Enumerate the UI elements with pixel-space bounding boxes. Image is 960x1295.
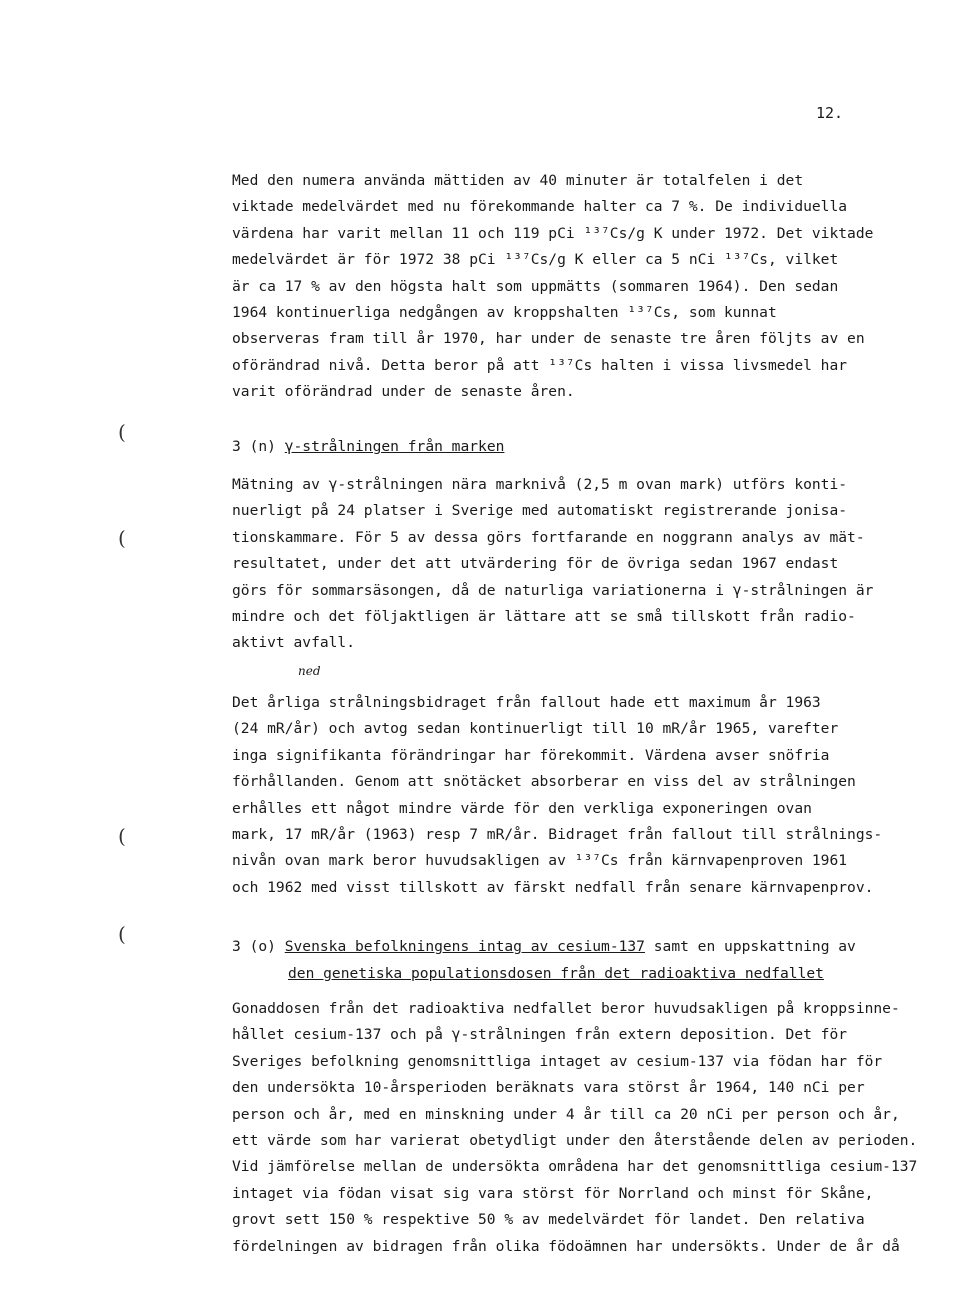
text-line: nuerligt på 24 platser i Sverige med automatiskt registrerande jonisa- xyxy=(232,502,848,520)
text-line: (24 mR/år) och avtog sedan kontinuerligt till 10 mR/år 1965, varefter xyxy=(232,720,839,738)
section-heading-o xyxy=(232,938,856,955)
text-line: intaget via födan visat sig vara störst för Norrland och minst för Skåne, xyxy=(232,1184,874,1202)
text-line: Vid jämförelse mellan de undersökta områdena har det genomsnittliga cesium-137 xyxy=(232,1158,918,1176)
text-line: medelvärdet är för 1972 38 pCi ¹³⁷Cs/g K eller ca 5 nCi ¹³⁷Cs, vilket xyxy=(232,251,839,269)
text-line: hållet cesium-137 och på γ-strålningen från extern deposition. Det för xyxy=(232,1026,848,1044)
section-heading-n xyxy=(232,438,504,455)
text-line: viktade medelvärdet med nu förekommande halter ca 7 %. De individuella xyxy=(232,198,848,216)
text-line: förhållanden. Genom att snötäcket absorberar en viss del av strålningen xyxy=(232,773,856,791)
text-line: 1964 kontinuerliga nedgången av kroppshalten ¹³⁷Cs, som kunnat xyxy=(232,304,777,322)
text-line: inga signifikanta förändringar har förekommit. Värdena avser snöfria xyxy=(232,746,830,764)
text-line: aktivt avfall. xyxy=(232,634,356,652)
paragraph-cesium-intake xyxy=(232,996,918,1260)
text-line: fördelningen av bidragen från olika födoämnen har undersökts. Under de år då xyxy=(232,1237,900,1255)
margin-mark: ( xyxy=(118,420,126,444)
text-line: mindre och det följaktligen är lättare att se små tillskott från radio- xyxy=(232,608,856,626)
text-line: erhålles ett något mindre värde för den verkliga exponeringen ovan xyxy=(232,799,812,817)
paragraph-fallout-radiation xyxy=(232,690,882,901)
text-line: ett värde som har varierat obetydligt under den återstående delen av perioden. xyxy=(232,1132,918,1150)
text-line: grovt sett 150 % respektive 50 % av medelvärdet för landet. Den relativa xyxy=(232,1211,865,1229)
section-title-continuation: samt en uppskattning av xyxy=(644,938,856,955)
text-line: värdena har varit mellan 11 och 119 pCi ¹³⁷Cs/g K under 1972. Det viktade xyxy=(232,224,874,242)
text-line: nivån ovan mark beror huvudsakligen av ¹³⁷Cs från kärnvapenproven 1961 xyxy=(232,852,848,870)
text-line: mark, 17 mR/år (1963) resp 7 mR/år. Bidraget från fallout till strålnings- xyxy=(232,826,883,844)
margin-mark: ( xyxy=(118,526,126,550)
paragraph-gamma-measurement xyxy=(232,472,882,657)
text-line: resultatet, under det att utvärdering för de övriga sedan 1967 endast xyxy=(232,555,839,573)
text-line: Det årliga strålningsbidraget från fallout hade ett maximum år 1963 xyxy=(232,694,821,711)
text-line: oförändrad nivå. Detta beror på att ¹³⁷Cs halten i vissa livsmedel har xyxy=(232,356,848,374)
text-line: Gonaddosen från det radioaktiva nedfallet beror huvudsakligen på kroppsinne- xyxy=(232,1000,900,1017)
text-line: Mätning av γ-strålningen nära marknivå (2,5 m ovan mark) utförs konti- xyxy=(232,476,848,493)
handwritten-note: ned xyxy=(298,664,321,678)
section-number: 3 (n) xyxy=(232,438,276,455)
text-line: görs för sommarsäsongen, då de naturliga variationerna i γ-strålningen är xyxy=(232,581,874,599)
margin-mark: ( xyxy=(118,922,126,946)
page-number: 12. xyxy=(816,104,844,122)
text-line: tionskammare. För 5 av dessa görs fortfarande en noggrann analys av mät- xyxy=(232,528,865,546)
text-line: Med den numera använda mättiden av 40 minuter är totalfelen i det xyxy=(232,172,804,189)
text-line: är ca 17 % av den högsta halt som uppmätts (sommaren 1964). Den sedan xyxy=(232,277,839,295)
section-title-line2: den genetiska populationsdosen från det radioaktiva nedfallet xyxy=(288,965,824,982)
text-line: Sveriges befolkning genomsnittliga intaget av cesium-137 via födan har för xyxy=(232,1052,883,1070)
text-line: observeras fram till år 1970, har under de senaste tre åren följts av en xyxy=(232,330,865,348)
section-number: 3 (o) xyxy=(232,938,276,955)
text-line: och 1962 med visst tillskott av färskt nedfall från senare kärnvapenprov. xyxy=(232,878,874,896)
text-line: person och år, med en minskning under 4 år till ca 20 nCi per person och år, xyxy=(232,1105,900,1123)
text-line: den undersökta 10-årsperioden beräknats vara störst år 1964, 140 nCi per xyxy=(232,1079,865,1097)
paragraph-cesium-body-content xyxy=(232,168,882,406)
text-line: varit oförändrad under de senaste åren. xyxy=(232,383,575,401)
section-title: γ-strålningen från marken xyxy=(284,438,505,455)
margin-mark: ( xyxy=(118,824,126,848)
section-title: Svenska befolkningens intag av cesium-137 xyxy=(284,938,645,955)
